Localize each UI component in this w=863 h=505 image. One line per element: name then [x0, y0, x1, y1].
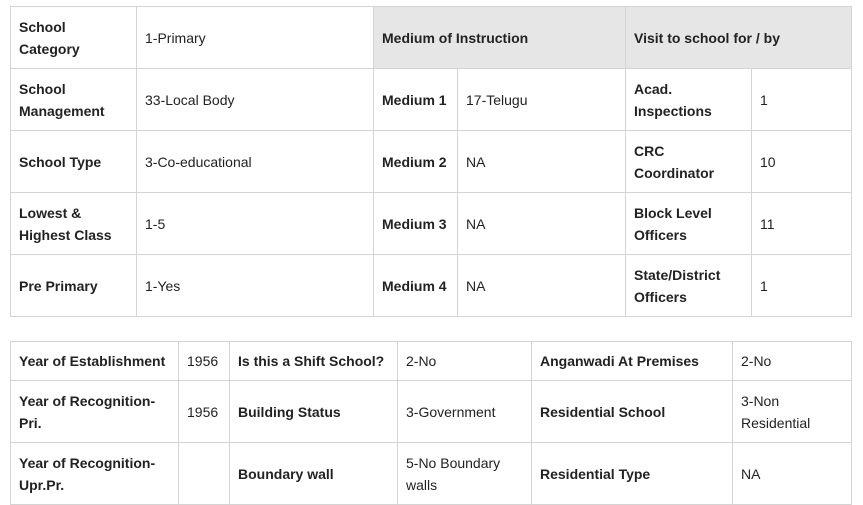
year-of-establishment-value: 1956 [179, 342, 230, 381]
medium-2-label: Medium 2 [374, 131, 458, 193]
medium-2-value: NA [458, 131, 626, 193]
block-level-officers-value: 11 [752, 193, 852, 255]
crc-coordinator-label: CRC Coordinator [626, 131, 752, 193]
table-row [11, 131, 852, 193]
residential-school-label: Residential School [532, 381, 733, 443]
pre-primary-label: Pre Primary [11, 255, 137, 317]
boundary-wall-label: Boundary wall [230, 443, 398, 505]
school-profile-table [10, 6, 852, 317]
acad-inspections-value: 1 [752, 69, 852, 131]
year-of-recognition-upr-value [179, 443, 230, 505]
shift-school-label: Is this a Shift School? [230, 342, 398, 381]
year-of-recognition-upr-label: Year of Recognition-Upr.Pr. [11, 443, 179, 505]
anganwadi-label: Anganwadi At Premises [532, 342, 733, 381]
medium-1-value: 17-Telugu [458, 69, 626, 131]
table-row [11, 443, 852, 505]
school-management-label: School Management [11, 69, 137, 131]
state-district-officers-value: 1 [752, 255, 852, 317]
acad-inspections-label: Acad. Inspections [626, 69, 752, 131]
medium-1-label: Medium 1 [374, 69, 458, 131]
class-range-label: Lowest & Highest Class [11, 193, 137, 255]
table-row [11, 381, 852, 443]
school-type-value: 3-Co-educational [137, 131, 374, 193]
school-category-value: 1-Primary [137, 7, 374, 69]
year-of-recognition-pri-value: 1956 [179, 381, 230, 443]
shift-school-value: 2-No [398, 342, 532, 381]
crc-coordinator-value: 10 [752, 131, 852, 193]
visit-to-school-header: Visit to school for / by [626, 7, 852, 69]
boundary-wall-value: 5-No Boundary walls [398, 443, 532, 505]
medium-4-value: NA [458, 255, 626, 317]
medium-3-label: Medium 3 [374, 193, 458, 255]
table-row [11, 69, 852, 131]
residential-type-label: Residential Type [532, 443, 733, 505]
year-of-establishment-label: Year of Establishment [11, 342, 179, 381]
anganwadi-value: 2-No [733, 342, 852, 381]
table-row [11, 7, 852, 69]
building-status-label: Building Status [230, 381, 398, 443]
school-category-label: School Category [11, 7, 137, 69]
building-status-value: 3-Government [398, 381, 532, 443]
class-range-value: 1-5 [137, 193, 374, 255]
block-level-officers-label: Block Level Officers [626, 193, 752, 255]
school-management-value: 33-Local Body [137, 69, 374, 131]
table-row [11, 255, 852, 317]
medium-of-instruction-header: Medium of Instruction [374, 7, 626, 69]
medium-4-label: Medium 4 [374, 255, 458, 317]
school-type-label: School Type [11, 131, 137, 193]
table-row [11, 342, 852, 381]
pre-primary-value: 1-Yes [137, 255, 374, 317]
residential-school-value: 3-Non Residential [733, 381, 852, 443]
state-district-officers-label: State/District Officers [626, 255, 752, 317]
table-row [11, 193, 852, 255]
residential-type-value: NA [733, 443, 852, 505]
year-of-recognition-pri-label: Year of Recognition-Pri. [11, 381, 179, 443]
school-details-table [10, 341, 852, 505]
medium-3-value: NA [458, 193, 626, 255]
